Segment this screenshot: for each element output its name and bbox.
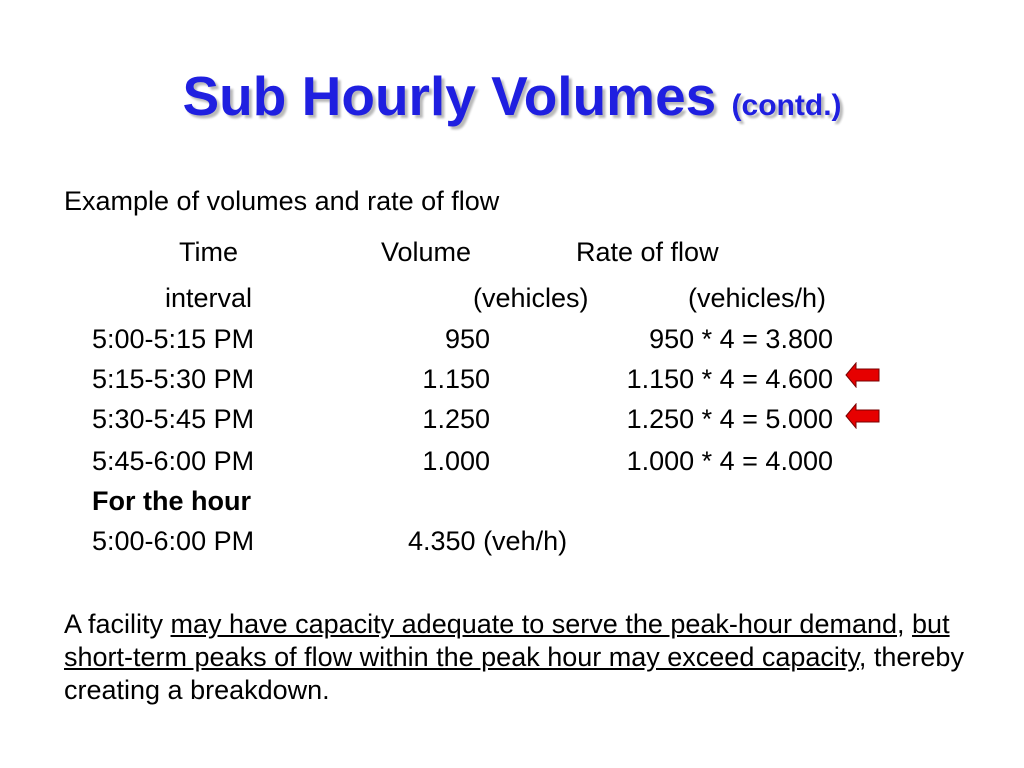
header-rate: Rate of flow (576, 237, 719, 267)
row-time: 5:45-6:00 PM (92, 446, 255, 476)
red-left-arrow-icon (845, 362, 881, 388)
conclusion-paragraph (64, 608, 994, 707)
slide-title (0, 64, 1024, 138)
underlined-text: may have capacity adequate to serve the peak-hour demand (170, 609, 898, 639)
paragraph-text: , thereby creating a breakdown. (64, 642, 964, 705)
row-time: 5:00-5:15 PM (92, 324, 255, 354)
row-time: 5:15-5:30 PM (92, 364, 255, 394)
row-rate: 950 * 4 = 3.800 (649, 324, 833, 354)
row-rate: 1.150 * 4 = 4.600 (626, 364, 833, 394)
intro-text: Example of volumes and rate of flow (64, 186, 500, 216)
paragraph-text: , (897, 609, 913, 639)
title-contd: (contd.) (731, 89, 842, 122)
header-time: Time (179, 237, 238, 267)
underlined-text: but short-term peaks of flow within the peak hour may exceed capacity (64, 609, 950, 672)
paragraph-text: A facility (64, 609, 171, 639)
row-rate: 1.250 * 4 = 5.000 (626, 404, 833, 434)
for-the-hour-label: For the hour (92, 486, 251, 516)
row-volume: 1.250 (422, 404, 490, 434)
row-volume: 950 (444, 324, 490, 354)
row-volume: 1.000 (422, 446, 490, 476)
row-rate: 1.000 * 4 = 4.000 (626, 446, 833, 476)
header-rate-unit: (vehicles/h) (688, 283, 827, 313)
header-volume-unit: (vehicles) (473, 283, 589, 313)
row-time: 5:30-5:45 PM (92, 404, 255, 434)
row-volume: 1.150 (422, 364, 490, 394)
hour-volume: 4.350 (veh/h) (408, 526, 568, 556)
hour-time: 5:00-6:00 PM (92, 526, 255, 556)
title-main: Sub Hourly Volumes (182, 65, 717, 127)
header-interval: interval (165, 283, 253, 313)
header-volume: Volume (381, 237, 472, 267)
red-left-arrow-icon (845, 403, 881, 429)
